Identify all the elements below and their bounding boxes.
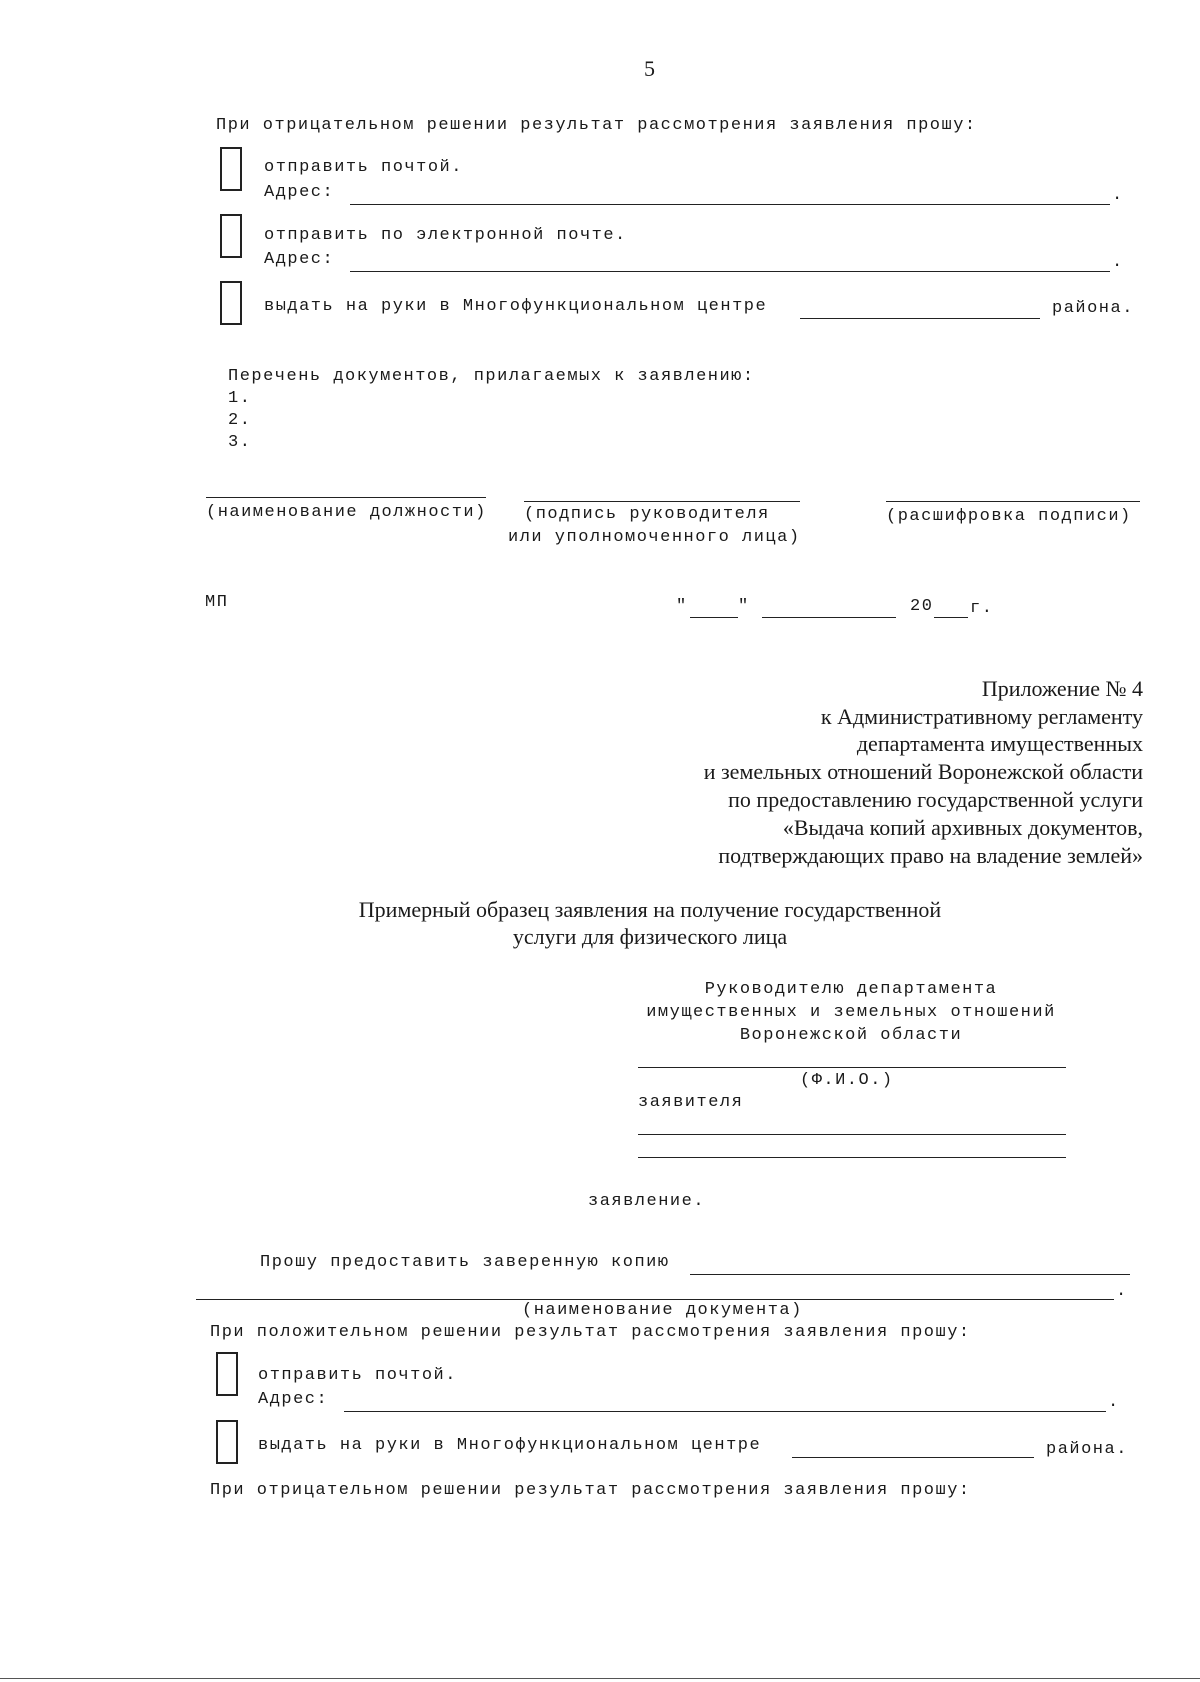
addressee-line2: имущественных и земельных отношений	[646, 1003, 1056, 1022]
option-hand-over-mfc: выдать на руки в Многофункциональном центре	[258, 1436, 762, 1455]
form-title-line1: Примерный образец заявления на получение государственной	[358, 897, 942, 922]
date-quote-close: "	[738, 597, 750, 616]
district-line[interactable]	[792, 1457, 1034, 1458]
application-word: заявление.	[588, 1192, 706, 1211]
page-number: 5	[644, 56, 655, 81]
appendix-line: подтверждающих право на владение землей»	[718, 843, 1143, 868]
district-line[interactable]	[800, 318, 1040, 319]
address-label: Адрес:	[264, 250, 335, 269]
positive-decision-title: При положительном решении результат рассмотрения заявления прошу:	[210, 1323, 971, 1342]
applicant-label: заявителя	[638, 1093, 744, 1112]
documents-list-item: 2.	[228, 411, 252, 430]
negative-decision-title: При отрицательном решении результат рассмотрения заявления прошу:	[210, 1481, 971, 1500]
signature-decode-caption: (расшифровка подписи)	[886, 507, 1132, 526]
date-month-line[interactable]	[762, 617, 896, 618]
period: .	[1108, 1393, 1120, 1412]
signature-decode-line[interactable]	[886, 501, 1140, 502]
negative-decision-title: При отрицательном решении результат рассмотрения заявления прошу:	[216, 116, 977, 135]
checkbox-send-post[interactable]	[220, 147, 242, 191]
address-label: Адрес:	[258, 1390, 329, 1409]
stamp-place: МП	[205, 593, 229, 612]
appendix-line: и земельных отношений Воронежской области	[703, 759, 1143, 784]
documents-list-item: 3.	[228, 433, 252, 452]
option-send-post: отправить почтой.	[258, 1366, 457, 1385]
checkbox-send-email[interactable]	[220, 214, 242, 258]
date-year-prefix: 20	[910, 597, 934, 616]
period: .	[1116, 1282, 1128, 1301]
page-bottom-edge	[0, 1678, 1200, 1679]
applicant-line[interactable]	[638, 1134, 1066, 1135]
documents-list-title: Перечень документов, прилагаемых к заявлению:	[228, 367, 755, 386]
checkbox-send-post[interactable]	[216, 1352, 238, 1396]
email-address-line[interactable]	[350, 271, 1110, 272]
applicant-line[interactable]	[638, 1157, 1066, 1158]
district-suffix: района.	[1046, 1440, 1128, 1459]
option-send-post: отправить почтой.	[264, 158, 463, 177]
option-hand-over-mfc: выдать на руки в Многофункциональном центре	[264, 297, 768, 316]
checkbox-hand-over-mfc[interactable]	[220, 281, 242, 325]
document-name-line-2[interactable]	[196, 1299, 1114, 1300]
date-quote-open: "	[676, 597, 688, 616]
checkbox-hand-over-mfc[interactable]	[216, 1420, 238, 1464]
signature-line[interactable]	[524, 501, 800, 502]
request-text: Прошу предоставить заверенную копию	[260, 1253, 670, 1272]
period: .	[1112, 186, 1124, 205]
documents-list-item: 1.	[228, 389, 252, 408]
address-line[interactable]	[350, 204, 1110, 205]
addressee-line3: Воронежской области	[739, 1026, 963, 1045]
addressee-line1: Руководителю департамента	[704, 980, 998, 999]
form-title-line2: услуги для физического лица	[512, 924, 788, 949]
period: .	[1112, 253, 1124, 272]
position-caption: (наименование должности)	[206, 503, 487, 522]
appendix-line: Приложение № 4	[981, 676, 1143, 701]
appendix-line: департамента имущественных	[856, 731, 1143, 756]
signature-caption-2: или уполномоченного лица)	[508, 528, 801, 547]
date-day-line[interactable]	[690, 617, 738, 618]
address-label: Адрес:	[264, 183, 335, 202]
position-signature-line[interactable]	[206, 497, 486, 498]
appendix-line: по предоставлению государственной услуги	[728, 787, 1143, 812]
date-year-line[interactable]	[934, 617, 968, 618]
fio-line[interactable]	[638, 1067, 1066, 1068]
district-suffix: района.	[1052, 299, 1134, 318]
appendix-line: «Выдача копий архивных документов,	[782, 815, 1143, 840]
appendix-line: к Административному регламенту	[820, 704, 1143, 729]
document-name-caption: (наименование документа)	[522, 1301, 803, 1320]
date-year-suffix: г.	[970, 599, 994, 618]
fio-caption: (Ф.И.О.)	[800, 1071, 894, 1090]
option-send-email: отправить по электронной почте.	[264, 226, 627, 245]
signature-caption: (подпись руководителя	[524, 505, 770, 524]
document-name-line[interactable]	[690, 1274, 1130, 1275]
address-line[interactable]	[344, 1411, 1106, 1412]
